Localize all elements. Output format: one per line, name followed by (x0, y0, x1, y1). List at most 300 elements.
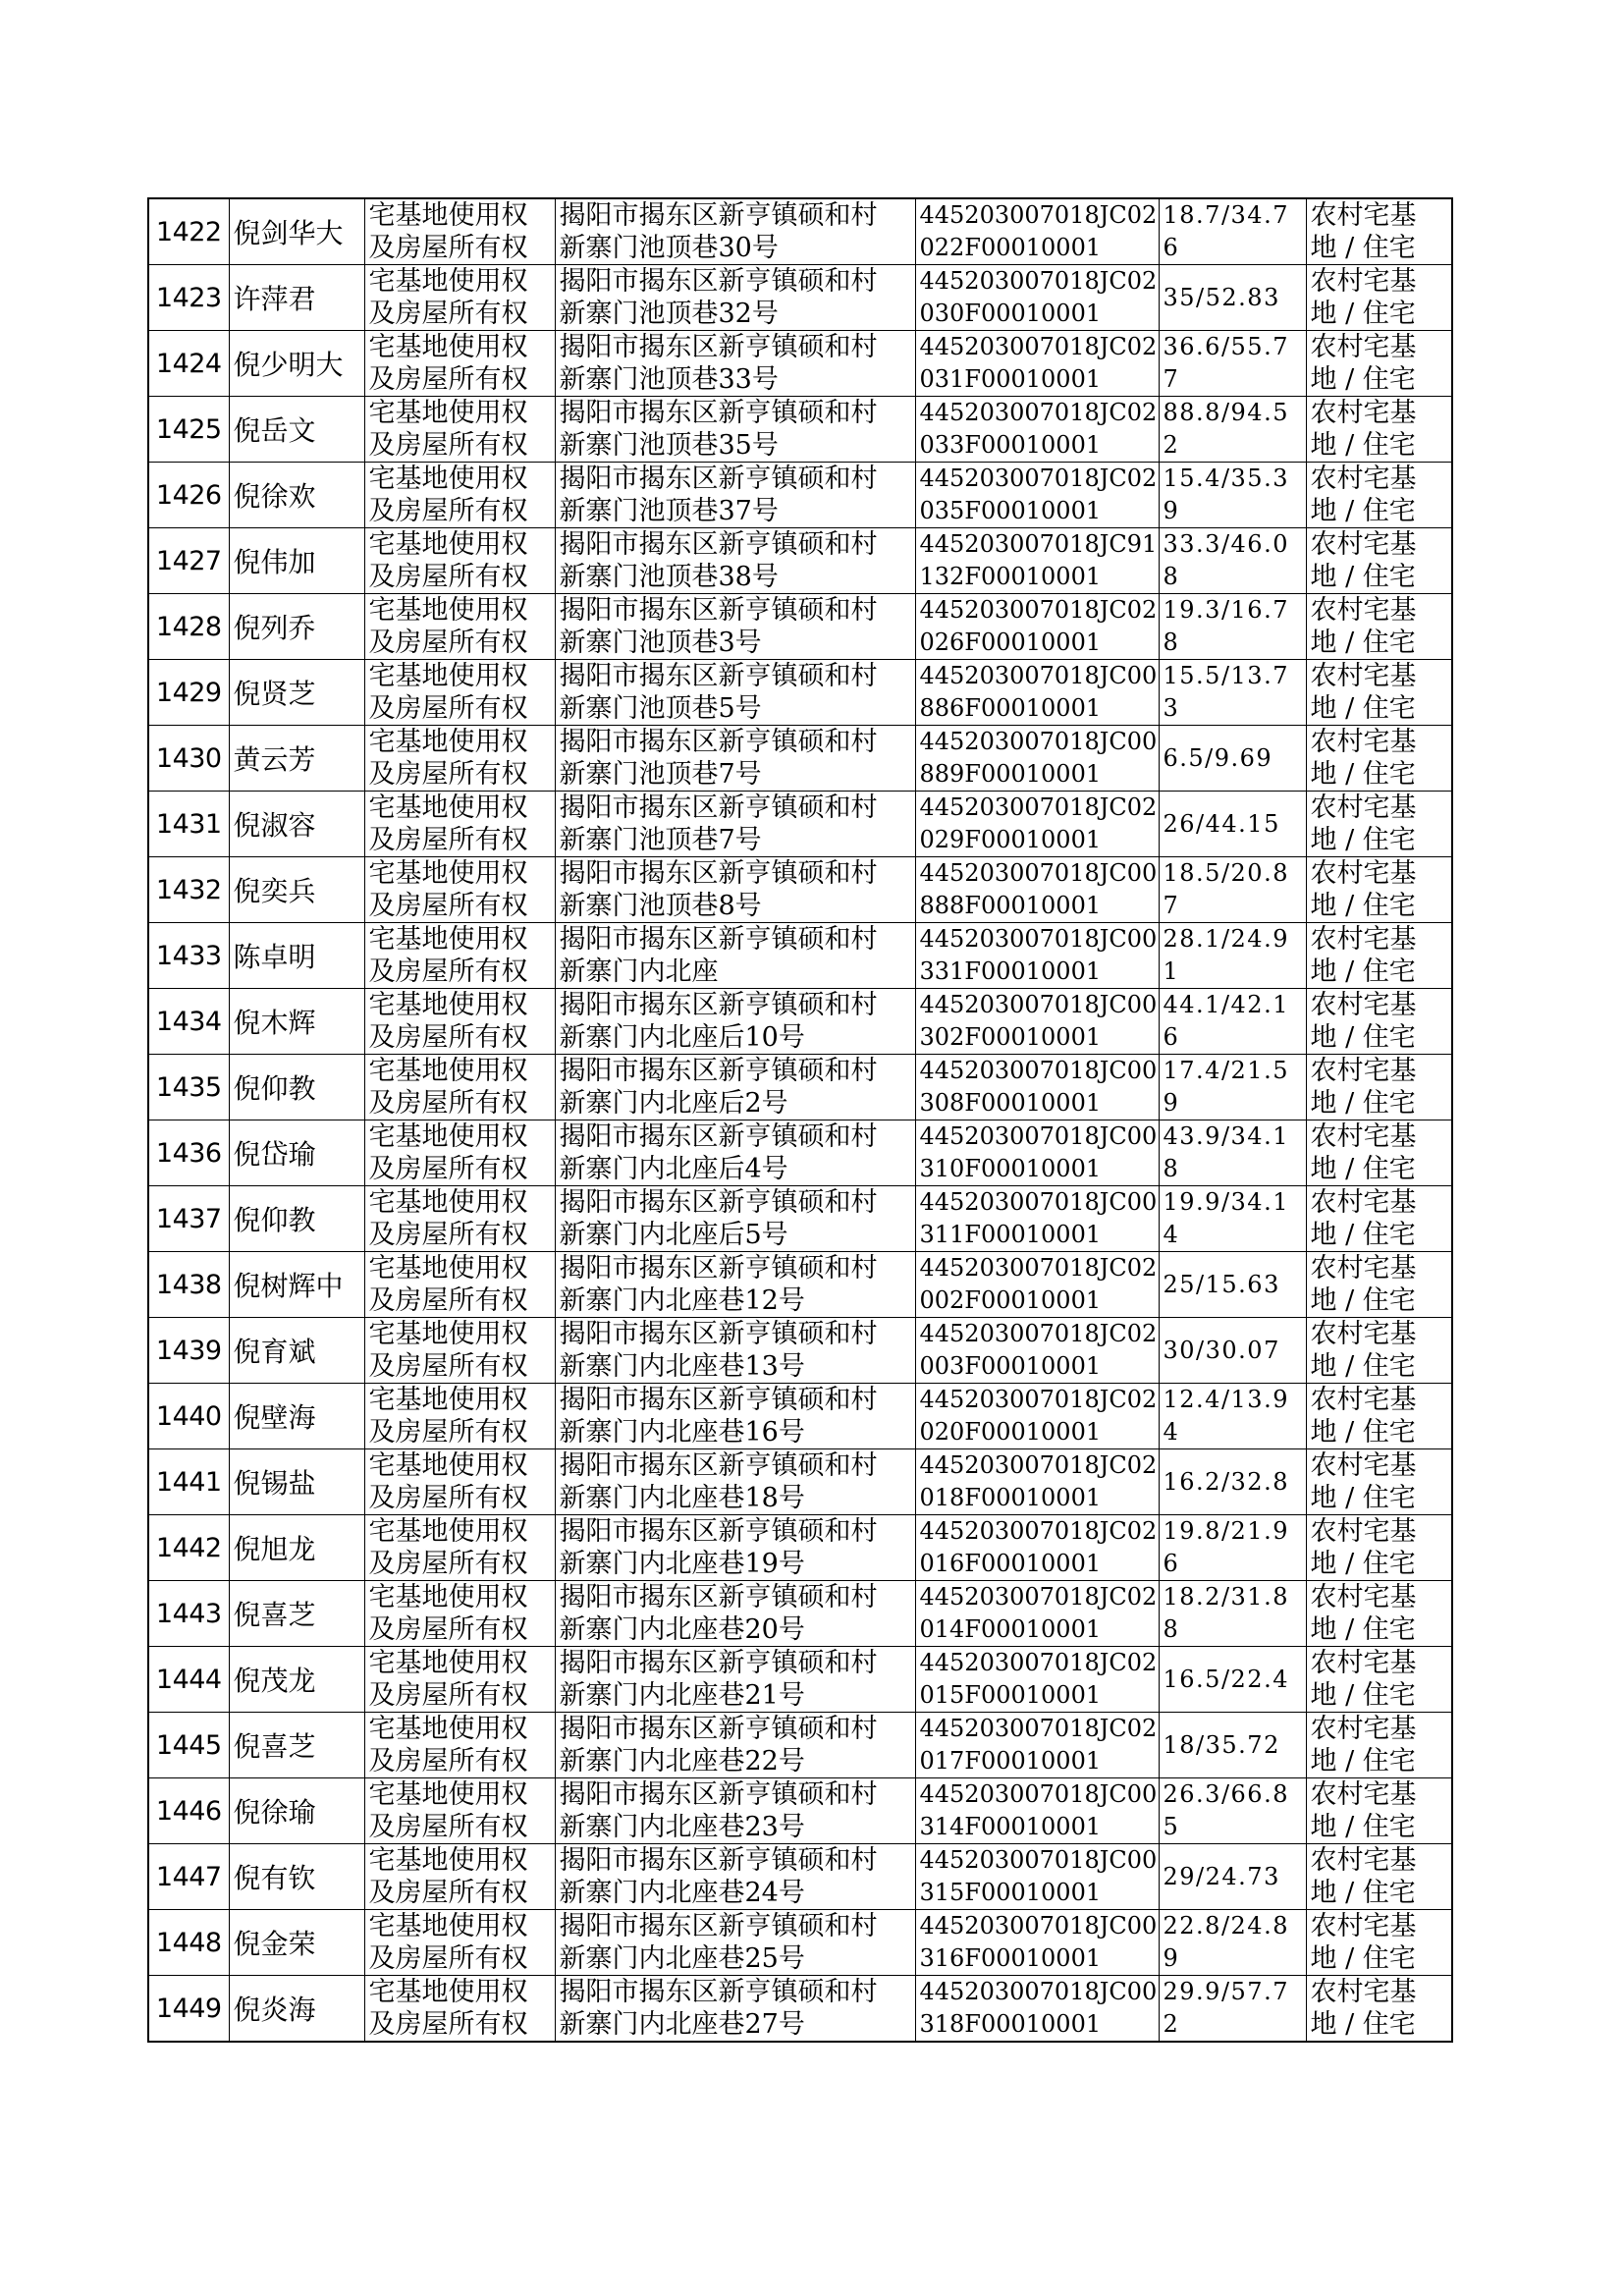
cell-use-1: 农村宅基 (1310, 1450, 1417, 1481)
property-address (555, 1449, 915, 1515)
right-type (364, 198, 555, 265)
cell-code: 445203007018JC91132F00010001 (919, 530, 1158, 590)
area-value (1159, 397, 1306, 463)
row-number (148, 198, 229, 265)
owner-name (229, 989, 364, 1055)
property-address (555, 1778, 915, 1844)
table-row (148, 792, 1452, 857)
cell-name: 倪喜芝 (233, 1599, 316, 1631)
cell-name: 许萍君 (233, 283, 316, 315)
cell-addr-1: 揭阳市揭东区新亨镇硕和村 (559, 661, 878, 691)
cell-no: 1443 (155, 1598, 222, 1629)
cell-right-2: 及房屋所有权 (368, 1943, 528, 1974)
cell-right-2: 及房屋所有权 (368, 1088, 528, 1119)
cell-area: 26/44.15 (1163, 809, 1280, 838)
cell-area: 18.7/34.76 (1163, 201, 1289, 261)
cell-right-2: 及房屋所有权 (368, 956, 528, 987)
cell-code: 445203007018JC00889F00010001 (919, 728, 1158, 788)
cell-right-2: 及房屋所有权 (368, 693, 528, 724)
unit-code (915, 1844, 1159, 1910)
table-row (148, 1976, 1452, 2043)
cell-area: 15.4/35.39 (1163, 464, 1289, 524)
unit-code (915, 397, 1159, 463)
cell-addr-2: 新寨门池顶巷37号 (559, 496, 779, 526)
cell-code: 445203007018JC00318F00010001 (919, 1978, 1158, 2038)
cell-right-1: 宅基地使用权 (368, 661, 528, 691)
cell-code: 445203007018JC02014F00010001 (919, 1583, 1158, 1643)
area-value (1159, 1976, 1306, 2043)
unit-code (915, 1120, 1159, 1186)
table-row (148, 1647, 1452, 1713)
cell-right-1: 宅基地使用权 (368, 1911, 528, 1941)
cell-addr-1: 揭阳市揭东区新亨镇硕和村 (559, 595, 878, 626)
cell-code: 445203007018JC02017F00010001 (919, 1715, 1158, 1775)
cell-no: 1429 (155, 677, 222, 708)
cell-use-1: 农村宅基 (1310, 595, 1417, 626)
area-value (1159, 1186, 1306, 1252)
cell-addr-1: 揭阳市揭东区新亨镇硕和村 (559, 200, 878, 231)
cell-addr-2: 新寨门内北座后2号 (559, 1088, 788, 1119)
area-value (1159, 792, 1306, 857)
cell-name: 倪列乔 (233, 612, 316, 644)
table-row (148, 1252, 1452, 1318)
land-use (1306, 1910, 1452, 1976)
unit-code (915, 1581, 1159, 1647)
cell-addr-2: 新寨门内北座巷22号 (559, 1746, 805, 1776)
land-use (1306, 1976, 1452, 2043)
cell-name: 倪淑容 (233, 809, 316, 842)
area-value (1159, 528, 1306, 594)
right-type (364, 1120, 555, 1186)
cell-use-1: 农村宅基 (1310, 266, 1417, 297)
cell-no: 1438 (155, 1269, 222, 1300)
owner-name (229, 1976, 364, 2043)
table-row (148, 198, 1452, 265)
owner-name (229, 1186, 364, 1252)
row-number (148, 660, 229, 726)
land-use (1306, 1055, 1452, 1120)
owner-name (229, 331, 364, 397)
row-number (148, 265, 229, 331)
cell-addr-1: 揭阳市揭东区新亨镇硕和村 (559, 990, 878, 1020)
land-use (1306, 1647, 1452, 1713)
owner-name (229, 594, 364, 660)
right-type (364, 1318, 555, 1384)
owner-name (229, 1120, 364, 1186)
cell-no: 1430 (155, 742, 222, 774)
area-value (1159, 1647, 1306, 1713)
cell-addr-2: 新寨门池顶巷7号 (559, 825, 762, 855)
cell-use-2: 地 / 住宅 (1310, 956, 1416, 987)
cell-no: 1422 (155, 216, 222, 247)
cell-right-2: 及房屋所有权 (368, 1878, 528, 1908)
table-row (148, 1910, 1452, 1976)
unit-code (915, 265, 1159, 331)
property-address (555, 265, 915, 331)
cell-area: 16.5/22.4 (1163, 1665, 1289, 1693)
cell-addr-1: 揭阳市揭东区新亨镇硕和村 (559, 1714, 878, 1744)
cell-right-1: 宅基地使用权 (368, 1582, 528, 1612)
row-number (148, 726, 229, 792)
property-address (555, 1581, 915, 1647)
land-use (1306, 1318, 1452, 1384)
area-value (1159, 989, 1306, 1055)
cell-name: 倪炎海 (233, 1994, 316, 2026)
cell-right-2: 及房屋所有权 (368, 496, 528, 526)
cell-name: 倪树辉中 (233, 1270, 344, 1302)
owner-name (229, 198, 364, 265)
right-type (364, 265, 555, 331)
cell-right-2: 及房屋所有权 (368, 233, 528, 263)
cell-addr-1: 揭阳市揭东区新亨镇硕和村 (559, 464, 878, 494)
row-number (148, 1384, 229, 1449)
cell-right-2: 及房屋所有权 (368, 299, 528, 329)
right-type (364, 660, 555, 726)
cell-right-1: 宅基地使用权 (368, 1319, 528, 1349)
cell-right-1: 宅基地使用权 (368, 1516, 528, 1547)
property-address (555, 1318, 915, 1384)
right-type (364, 397, 555, 463)
cell-no: 1446 (155, 1795, 222, 1827)
cell-area: 36.6/55.77 (1163, 333, 1289, 393)
land-use (1306, 1515, 1452, 1581)
cell-use-2: 地 / 住宅 (1310, 1154, 1416, 1184)
cell-use-2: 地 / 住宅 (1310, 759, 1416, 790)
right-type (364, 1252, 555, 1318)
cell-use-2: 地 / 住宅 (1310, 1614, 1416, 1645)
property-address (555, 792, 915, 857)
cell-use-2: 地 / 住宅 (1310, 891, 1416, 921)
cell-right-1: 宅基地使用权 (368, 1253, 528, 1284)
cell-no: 1445 (155, 1729, 222, 1761)
property-address (555, 660, 915, 726)
cell-area: 29/24.73 (1163, 1862, 1280, 1890)
cell-right-2: 及房屋所有权 (368, 1220, 528, 1250)
cell-no: 1432 (155, 874, 222, 905)
area-value (1159, 1778, 1306, 1844)
cell-use-1: 农村宅基 (1310, 1977, 1417, 2007)
land-use (1306, 1186, 1452, 1252)
cell-use-2: 地 / 住宅 (1310, 2009, 1416, 2040)
cell-right-1: 宅基地使用权 (368, 595, 528, 626)
cell-use-1: 农村宅基 (1310, 1911, 1417, 1941)
cell-use-2: 地 / 住宅 (1310, 1417, 1416, 1448)
cell-right-2: 及房屋所有权 (368, 891, 528, 921)
owner-name (229, 923, 364, 989)
unit-code (915, 1515, 1159, 1581)
area-value (1159, 1384, 1306, 1449)
cell-addr-2: 新寨门内北座巷20号 (559, 1614, 805, 1645)
owner-name (229, 1449, 364, 1515)
owner-name (229, 1581, 364, 1647)
cell-name: 倪岱瑜 (233, 1138, 316, 1171)
cell-addr-2: 新寨门池顶巷8号 (559, 891, 762, 921)
cell-use-2: 地 / 住宅 (1310, 1351, 1416, 1382)
cell-name: 倪壁海 (233, 1401, 316, 1434)
owner-name (229, 660, 364, 726)
property-address (555, 1252, 915, 1318)
unit-code (915, 1976, 1159, 2043)
cell-use-2: 地 / 住宅 (1310, 1022, 1416, 1053)
area-value (1159, 1713, 1306, 1778)
cell-addr-2: 新寨门池顶巷7号 (559, 759, 762, 790)
cell-use-1: 农村宅基 (1310, 1516, 1417, 1547)
cell-use-1: 农村宅基 (1310, 1385, 1417, 1415)
cell-no: 1437 (155, 1203, 222, 1234)
table-row (148, 1581, 1452, 1647)
land-use (1306, 331, 1452, 397)
cell-area: 28.1/24.91 (1163, 925, 1289, 985)
table-row (148, 923, 1452, 989)
unit-code (915, 528, 1159, 594)
cell-use-2: 地 / 住宅 (1310, 693, 1416, 724)
cell-right-1: 宅基地使用权 (368, 1121, 528, 1152)
area-value (1159, 1120, 1306, 1186)
cell-code: 445203007018JC00302F00010001 (919, 991, 1158, 1051)
cell-addr-2: 新寨门内北座巷23号 (559, 1812, 805, 1842)
cell-no: 1435 (155, 1071, 222, 1103)
cell-use-2: 地 / 住宅 (1310, 1943, 1416, 1974)
cell-name: 倪有钦 (233, 1862, 316, 1894)
cell-no: 1423 (155, 282, 222, 313)
cell-code: 445203007018JC00886F00010001 (919, 662, 1158, 722)
property-address (555, 1515, 915, 1581)
area-value (1159, 198, 1306, 265)
owner-name (229, 1384, 364, 1449)
unit-code (915, 989, 1159, 1055)
table-row (148, 989, 1452, 1055)
unit-code (915, 463, 1159, 528)
cell-area: 17.4/21.59 (1163, 1057, 1289, 1117)
land-use (1306, 1252, 1452, 1318)
cell-addr-2: 新寨门内北座巷16号 (559, 1417, 805, 1448)
unit-code (915, 1713, 1159, 1778)
cell-addr-2: 新寨门池顶巷38号 (559, 562, 779, 592)
cell-addr-1: 揭阳市揭东区新亨镇硕和村 (559, 1056, 878, 1086)
cell-addr-2: 新寨门内北座后5号 (559, 1220, 788, 1250)
cell-right-2: 及房屋所有权 (368, 825, 528, 855)
cell-right-2: 及房屋所有权 (368, 1680, 528, 1711)
row-number (148, 1647, 229, 1713)
row-number (148, 1844, 229, 1910)
property-address (555, 989, 915, 1055)
cell-addr-1: 揭阳市揭东区新亨镇硕和村 (559, 1516, 878, 1547)
cell-name: 倪伟加 (233, 546, 316, 578)
table-row (148, 594, 1452, 660)
property-address (555, 1844, 915, 1910)
row-number (148, 528, 229, 594)
cell-use-2: 地 / 住宅 (1310, 1483, 1416, 1513)
row-number (148, 1120, 229, 1186)
owner-name (229, 1910, 364, 1976)
cell-code: 445203007018JC02029F00010001 (919, 793, 1158, 853)
land-use (1306, 660, 1452, 726)
land-use (1306, 265, 1452, 331)
cell-right-1: 宅基地使用权 (368, 266, 528, 297)
cell-addr-1: 揭阳市揭东区新亨镇硕和村 (559, 1121, 878, 1152)
cell-name: 陈卓明 (233, 941, 316, 973)
cell-use-2: 地 / 住宅 (1310, 628, 1416, 658)
table-row (148, 397, 1452, 463)
cell-use-2: 地 / 住宅 (1310, 1746, 1416, 1776)
cell-addr-2: 新寨门内北座巷13号 (559, 1351, 805, 1382)
cell-area: 18/35.72 (1163, 1730, 1280, 1759)
cell-right-2: 及房屋所有权 (368, 1022, 528, 1053)
area-value (1159, 1252, 1306, 1318)
table-row (148, 265, 1452, 331)
row-number (148, 1318, 229, 1384)
right-type (364, 1647, 555, 1713)
land-use (1306, 198, 1452, 265)
row-number (148, 463, 229, 528)
cell-right-2: 及房屋所有权 (368, 1351, 528, 1382)
cell-area: 18.5/20.87 (1163, 859, 1289, 919)
cell-name: 倪少明大 (233, 349, 344, 381)
owner-name (229, 1778, 364, 1844)
owner-name (229, 1318, 364, 1384)
right-type (364, 528, 555, 594)
cell-code: 445203007018JC02015F00010001 (919, 1649, 1158, 1709)
table-row (148, 1713, 1452, 1778)
right-type (364, 1384, 555, 1449)
cell-right-1: 宅基地使用权 (368, 990, 528, 1020)
cell-right-1: 宅基地使用权 (368, 398, 528, 428)
land-use (1306, 1384, 1452, 1449)
table-row (148, 726, 1452, 792)
row-number (148, 792, 229, 857)
property-address (555, 726, 915, 792)
cell-right-1: 宅基地使用权 (368, 529, 528, 560)
unit-code (915, 1318, 1159, 1384)
cell-name: 倪喜芝 (233, 1730, 316, 1763)
property-address (555, 1647, 915, 1713)
cell-right-2: 及房屋所有权 (368, 1746, 528, 1776)
cell-right-1: 宅基地使用权 (368, 1056, 528, 1086)
right-type (364, 1515, 555, 1581)
cell-addr-1: 揭阳市揭东区新亨镇硕和村 (559, 1450, 878, 1481)
cell-addr-2: 新寨门内北座巷27号 (559, 2009, 805, 2040)
area-value (1159, 265, 1306, 331)
owner-name (229, 265, 364, 331)
cell-addr-1: 揭阳市揭东区新亨镇硕和村 (559, 924, 878, 955)
cell-no: 1439 (155, 1335, 222, 1366)
area-value (1159, 1055, 1306, 1120)
cell-use-1: 农村宅基 (1310, 1056, 1417, 1086)
cell-right-2: 及房屋所有权 (368, 1417, 528, 1448)
cell-use-1: 农村宅基 (1310, 1253, 1417, 1284)
cell-area: 15.5/13.73 (1163, 662, 1289, 722)
area-value (1159, 1449, 1306, 1515)
land-use (1306, 1449, 1452, 1515)
land-use (1306, 989, 1452, 1055)
row-number (148, 1186, 229, 1252)
cell-no: 1427 (155, 545, 222, 576)
cell-area: 18.2/31.88 (1163, 1583, 1289, 1643)
row-number (148, 857, 229, 923)
cell-code: 445203007018JC02018F00010001 (919, 1451, 1158, 1511)
row-number (148, 397, 229, 463)
cell-addr-2: 新寨门内北座 (559, 956, 719, 987)
land-use (1306, 528, 1452, 594)
cell-area: 19.9/34.14 (1163, 1188, 1289, 1248)
cell-area: 35/52.83 (1163, 283, 1280, 311)
cell-right-1: 宅基地使用权 (368, 924, 528, 955)
unit-code (915, 331, 1159, 397)
property-address (555, 1055, 915, 1120)
land-use (1306, 1844, 1452, 1910)
cell-name: 倪剑华大 (233, 217, 344, 249)
land-use (1306, 1713, 1452, 1778)
right-type (364, 989, 555, 1055)
cell-code: 445203007018JC02016F00010001 (919, 1517, 1158, 1577)
unit-code (915, 923, 1159, 989)
cell-use-1: 农村宅基 (1310, 990, 1417, 1020)
cell-name: 倪育斌 (233, 1336, 316, 1368)
cell-area: 12.4/13.94 (1163, 1386, 1289, 1446)
land-use (1306, 463, 1452, 528)
cell-no: 1441 (155, 1466, 222, 1498)
cell-right-1: 宅基地使用权 (368, 1385, 528, 1415)
cell-use-1: 农村宅基 (1310, 1187, 1417, 1218)
cell-right-1: 宅基地使用权 (368, 792, 528, 823)
cell-name: 倪仰教 (233, 1204, 316, 1236)
table-row (148, 1055, 1452, 1120)
property-address (555, 331, 915, 397)
cell-use-1: 农村宅基 (1310, 1582, 1417, 1612)
cell-area: 43.9/34.18 (1163, 1122, 1289, 1182)
cell-use-1: 农村宅基 (1310, 1714, 1417, 1744)
row-number (148, 1976, 229, 2043)
property-address (555, 1384, 915, 1449)
table-row (148, 1384, 1452, 1449)
unit-code (915, 792, 1159, 857)
cell-code: 445203007018JC02022F00010001 (919, 201, 1158, 261)
row-number (148, 1515, 229, 1581)
cell-use-1: 农村宅基 (1310, 1648, 1417, 1678)
cell-name: 倪茂龙 (233, 1665, 316, 1697)
cell-use-1: 农村宅基 (1310, 1779, 1417, 1810)
cell-use-2: 地 / 住宅 (1310, 1812, 1416, 1842)
property-address (555, 594, 915, 660)
cell-name: 倪岳文 (233, 414, 316, 447)
owner-name (229, 1055, 364, 1120)
cell-use-1: 农村宅基 (1310, 398, 1417, 428)
owner-name (229, 528, 364, 594)
unit-code (915, 1449, 1159, 1515)
cell-code: 445203007018JC02002F00010001 (919, 1254, 1158, 1314)
property-address (555, 397, 915, 463)
property-address (555, 1186, 915, 1252)
cell-no: 1444 (155, 1664, 222, 1695)
cell-use-2: 地 / 住宅 (1310, 1285, 1416, 1316)
cell-code: 445203007018JC00315F00010001 (919, 1846, 1158, 1906)
cell-addr-2: 新寨门内北座巷21号 (559, 1680, 805, 1711)
right-type (364, 857, 555, 923)
area-value (1159, 1318, 1306, 1384)
land-use (1306, 1778, 1452, 1844)
cell-use-1: 农村宅基 (1310, 332, 1417, 362)
land-use (1306, 397, 1452, 463)
cell-right-2: 及房屋所有权 (368, 759, 528, 790)
owner-name (229, 397, 364, 463)
area-value (1159, 923, 1306, 989)
cell-name: 倪徐欢 (233, 480, 316, 513)
cell-addr-2: 新寨门池顶巷3号 (559, 628, 762, 658)
row-number (148, 989, 229, 1055)
cell-addr-1: 揭阳市揭东区新亨镇硕和村 (559, 858, 878, 889)
unit-code (915, 198, 1159, 265)
unit-code (915, 1910, 1159, 1976)
